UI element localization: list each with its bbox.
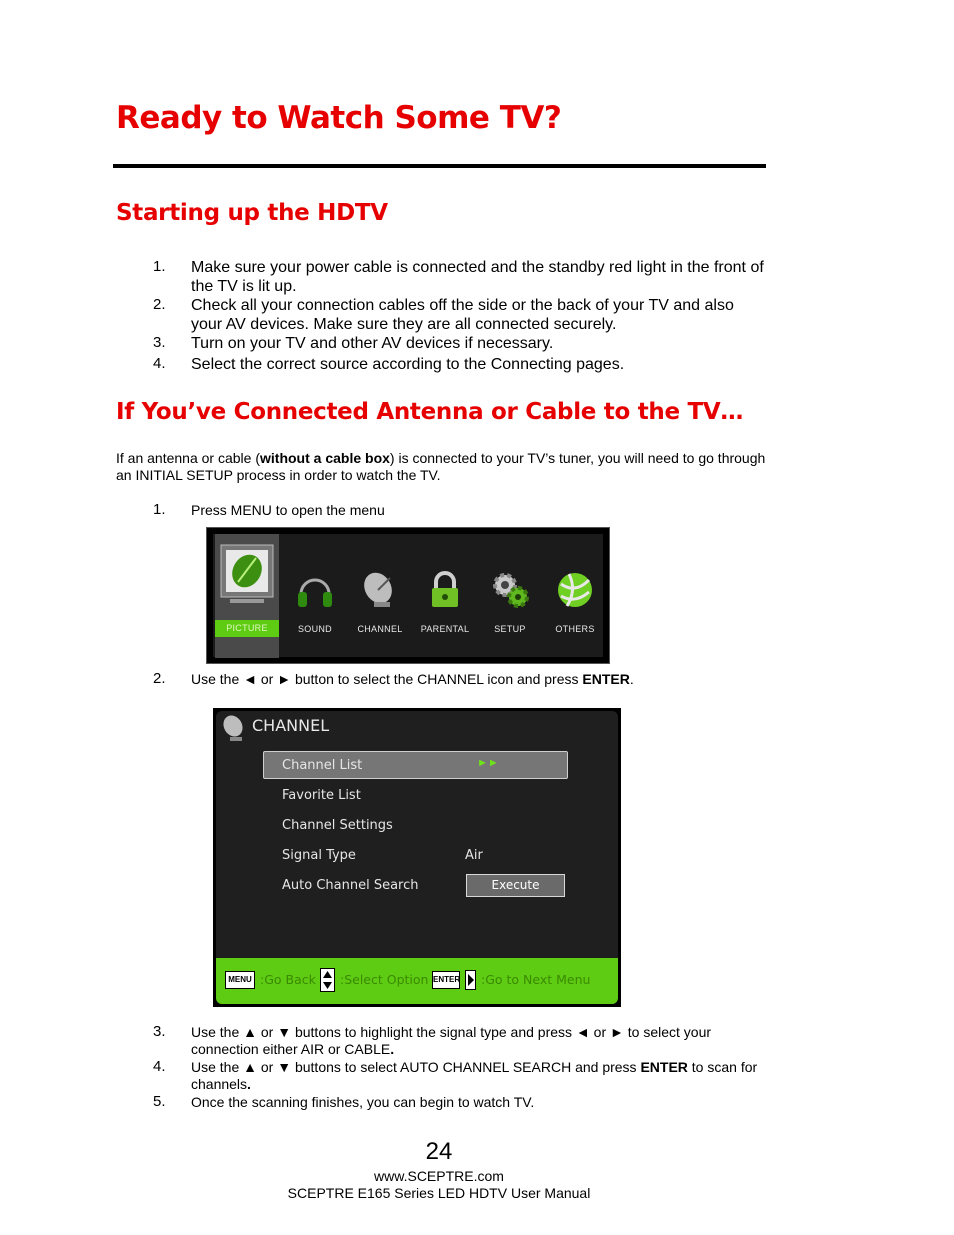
list-number: 1. xyxy=(153,258,166,275)
others-globe-icon xyxy=(555,570,595,615)
step-text: Once the scanning finishes, you can begin to watch TV. xyxy=(191,1094,535,1110)
satellite-dish-icon xyxy=(221,714,247,747)
hint-next-menu: :Go to Next Menu xyxy=(481,972,591,987)
channel-list-row: Channel List xyxy=(282,758,363,773)
footer-manual-title: SCEPTRE E165 Series LED HDTV User Manual xyxy=(287,1185,591,1201)
intro-paragraph: If an antenna or cable (without a cable box) is connected to your TV’s tuner, you will need to go through an INITIAL SETUP process in order to watch the TV. xyxy=(116,450,766,483)
title-divider xyxy=(113,164,766,168)
channel-menu-screenshot xyxy=(213,708,621,1007)
step-text: Use the ◄ or ► button to select the CHANNEL icon and press ENTER. xyxy=(191,671,634,687)
section-heading-startup: Starting up the HDTV xyxy=(116,200,388,226)
menu-key: MENU xyxy=(225,971,255,989)
menu-item-label: SOUND xyxy=(297,624,332,634)
page-title: Ready to Watch Some TV? xyxy=(116,100,562,136)
hint-bar xyxy=(216,958,618,1004)
menu-item-label: PARENTAL xyxy=(420,624,470,634)
execute-button: Execute xyxy=(466,874,565,897)
menu-item-sound xyxy=(283,534,347,658)
auto-channel-search-row: Auto Channel Search xyxy=(282,878,419,893)
hint-go-back: :Go Back xyxy=(260,972,316,987)
list-number: 4. xyxy=(153,355,166,372)
main-menu-screenshot xyxy=(206,527,610,664)
menu-item-picture xyxy=(215,534,279,658)
list-item: Select the correct source according to the Connecting pages. xyxy=(191,356,625,373)
step-text: Use the ▲ or ▼ buttons to select AUTO CHANNEL SEARCH and press ENTER to scan for channels. xyxy=(191,1059,758,1092)
list-item: Make sure your power cable is connected and the standby red light in the front of the TV is lit up. xyxy=(191,259,764,295)
list-number: 2. xyxy=(153,296,166,313)
list-item: Turn on your TV and other AV devices if necessary. xyxy=(191,335,554,352)
menu-item-label: OTHERS xyxy=(555,624,595,634)
satellite-dish-icon xyxy=(360,570,400,615)
step-number: 2. xyxy=(153,670,166,687)
menu-item-parental xyxy=(413,534,477,658)
list-number: 3. xyxy=(153,334,166,351)
menu-item-others xyxy=(543,534,607,658)
step-number: 1. xyxy=(153,501,166,518)
padlock-icon xyxy=(425,570,465,615)
list-item: Check all your connection cables off the side or the back of your TV and also your AV devices. Make sure they are all connected securely. xyxy=(191,297,734,333)
picture-icon xyxy=(220,544,274,611)
channel-menu-title: CHANNEL xyxy=(252,716,330,735)
footer-website: www.SCEPTRE.com xyxy=(374,1168,504,1184)
channel-settings-row: Channel Settings xyxy=(282,818,393,833)
enter-key: ENTER xyxy=(432,971,460,989)
page-number: 24 xyxy=(425,1138,453,1165)
gear-icon xyxy=(490,570,530,615)
menu-item-label: SETUP xyxy=(494,624,526,634)
signal-type-row: Signal Type xyxy=(282,848,356,863)
step-number: 4. xyxy=(153,1058,166,1075)
step-number: 3. xyxy=(153,1023,166,1040)
step-text: Press MENU to open the menu xyxy=(191,502,385,518)
favorite-list-row: Favorite List xyxy=(282,788,361,803)
up-down-key-icon xyxy=(320,968,335,992)
right-key-icon xyxy=(465,970,476,990)
step-number: 5. xyxy=(153,1093,166,1110)
double-arrow-icon: ►► xyxy=(477,757,499,769)
step-text: Use the ▲ or ▼ buttons to highlight the signal type and press ◄ or ► to select your connection either AIR or CABLE. xyxy=(191,1024,712,1057)
menu-item-setup xyxy=(478,534,542,658)
headphones-icon xyxy=(295,570,335,615)
menu-item-label: CHANNEL xyxy=(357,624,403,634)
section-heading-antenna: If You’ve Connected Antenna or Cable to the TV… xyxy=(116,399,744,425)
menu-item-channel xyxy=(348,534,412,658)
menu-item-label: PICTURE xyxy=(215,620,279,637)
hint-select-option: :Select Option xyxy=(340,972,429,987)
signal-type-value: Air xyxy=(465,848,483,863)
